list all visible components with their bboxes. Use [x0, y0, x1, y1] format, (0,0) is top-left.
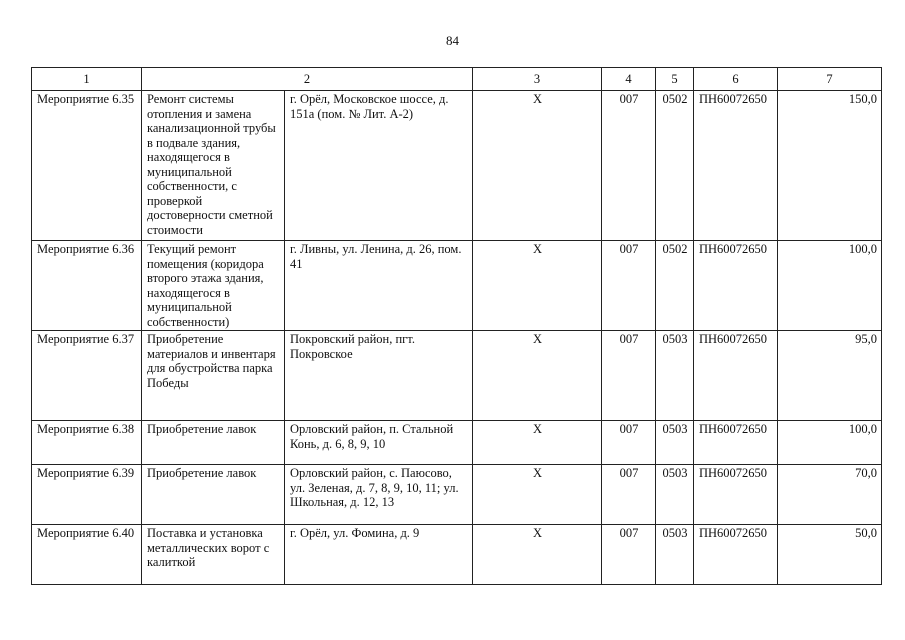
col4-cell: 007 [602, 465, 656, 525]
event-cell: Мероприятие 6.38 [32, 421, 142, 465]
column-header: 7 [778, 68, 882, 91]
col3-cell: Х [473, 331, 602, 421]
column-header: 3 [473, 68, 602, 91]
address-cell: Орловский район, п. Стальной Конь, д. 6, 8, 9, 10 [285, 421, 473, 465]
col3-cell: Х [473, 91, 602, 241]
column-header: 2 [142, 68, 473, 91]
table-row [32, 465, 882, 525]
col4-cell: 007 [602, 241, 656, 331]
column-header: 4 [602, 68, 656, 91]
col6-cell: ПН60072650 [694, 525, 778, 585]
col6-cell: ПН60072650 [694, 465, 778, 525]
event-cell: Мероприятие 6.36 [32, 241, 142, 331]
col6-cell: ПН60072650 [694, 421, 778, 465]
event-cell: Мероприятие 6.37 [32, 331, 142, 421]
amount-cell: 100,0 [778, 241, 882, 331]
col5-cell: 0503 [656, 421, 694, 465]
amount-cell: 150,0 [778, 91, 882, 241]
col6-cell: ПН60072650 [694, 331, 778, 421]
amount-cell: 95,0 [778, 331, 882, 421]
col3-cell: Х [473, 241, 602, 331]
column-header: 6 [694, 68, 778, 91]
col3-cell: Х [473, 421, 602, 465]
column-header: 1 [32, 68, 142, 91]
description-cell: Приобретение лавок [142, 465, 285, 525]
col4-cell: 007 [602, 525, 656, 585]
amount-cell: 50,0 [778, 525, 882, 585]
description-cell: Текущий ремонт помещения (коридора второго этажа здания, находящегося в муниципальной собственности) [142, 241, 285, 331]
col3-cell: Х [473, 525, 602, 585]
column-header: 5 [656, 68, 694, 91]
address-cell: Орловский район, с. Паюсово, ул. Зеленая, д. 7, 8, 9, 10, 11; ул. Школьная, д. 12, 13 [285, 465, 473, 525]
col5-cell: 0503 [656, 525, 694, 585]
table-row [32, 91, 882, 241]
description-cell: Приобретение лавок [142, 421, 285, 465]
table-row [32, 421, 882, 465]
col4-cell: 007 [602, 331, 656, 421]
address-cell: Покровский район, пгт. Покровское [285, 331, 473, 421]
description-cell: Поставка и установка металлических ворот с калиткой [142, 525, 285, 585]
col5-cell: 0503 [656, 331, 694, 421]
table-row [32, 241, 882, 331]
col4-cell: 007 [602, 421, 656, 465]
address-cell: г. Орёл, Московское шоссе, д. 151а (пом. № Лит. А-2) [285, 91, 473, 241]
description-cell: Ремонт системы отопления и замена канализационной трубы в подвале здания, находящегося в муниципальной собственности, с проверкой достоверности сметной стоимости [142, 91, 285, 241]
budget-table [31, 67, 882, 585]
event-cell: Мероприятие 6.35 [32, 91, 142, 241]
page-number: 84 [446, 33, 459, 48]
col3-cell: Х [473, 465, 602, 525]
event-cell: Мероприятие 6.40 [32, 525, 142, 585]
address-cell: г. Орёл, ул. Фомина, д. 9 [285, 525, 473, 585]
amount-cell: 100,0 [778, 421, 882, 465]
col6-cell: ПН60072650 [694, 241, 778, 331]
amount-cell: 70,0 [778, 465, 882, 525]
col4-cell: 007 [602, 91, 656, 241]
table-row [32, 525, 882, 585]
col5-cell: 0502 [656, 91, 694, 241]
col6-cell: ПН60072650 [694, 91, 778, 241]
description-cell: Приобретение материалов и инвентаря для обустройства парка Победы [142, 331, 285, 421]
col5-cell: 0502 [656, 241, 694, 331]
address-cell: г. Ливны, ул. Ленина, д. 26, пом. 41 [285, 241, 473, 331]
table-header-row [32, 68, 882, 91]
event-cell: Мероприятие 6.39 [32, 465, 142, 525]
col5-cell: 0503 [656, 465, 694, 525]
table-row [32, 331, 882, 421]
